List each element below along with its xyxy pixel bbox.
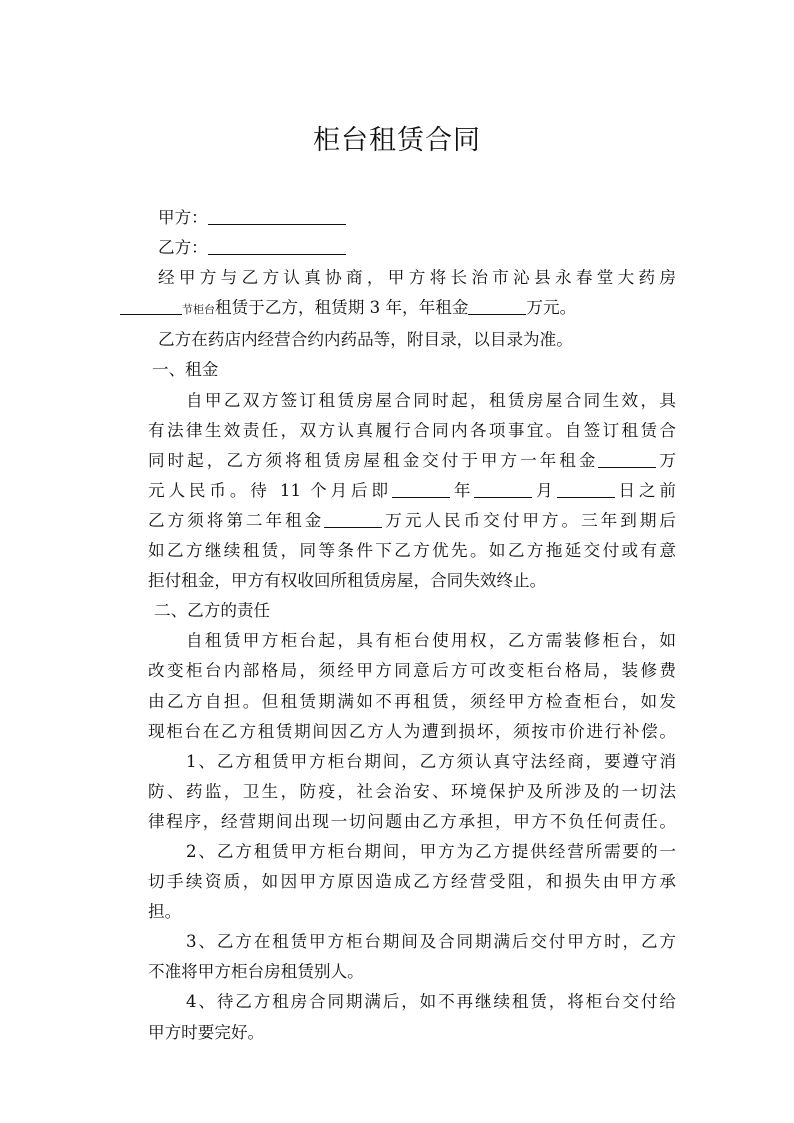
day-blank[interactable] xyxy=(557,479,615,498)
party-b-label: 乙方： xyxy=(158,238,208,258)
page-title: 柜台租赁合同 xyxy=(313,125,481,156)
party-a-blank[interactable] xyxy=(208,206,346,225)
section-1-heading: 一、租金 xyxy=(152,360,219,380)
intro-line-2-text-a: 租赁于乙方，租赁期 3 年，年租金 xyxy=(215,298,469,318)
party-a-line xyxy=(148,203,676,233)
intro-line-2 xyxy=(120,293,676,325)
item-2-line-2: 切手续资质，如因甲方原因造成乙方经营受阻，和损失由甲方承 xyxy=(148,872,676,892)
item-3-line-2: 不准将甲方柜台房租赁别人。 xyxy=(148,962,364,982)
section-1-line-6: 如乙方继续租赁，同等条件下乙方优先。如乙方拖延交付或有意 xyxy=(148,541,676,561)
section-2-line-3: 由乙方自担。但租赁期满如不再租赁，须经甲方检查柜台，如发 xyxy=(148,691,676,711)
item-4-line-1: 4、待乙方租房合同期满后，如不再继续租赁，将柜台交付给 xyxy=(186,992,676,1012)
first-year-rent-blank[interactable] xyxy=(598,449,656,468)
annual-rent-blank[interactable] xyxy=(468,296,526,315)
item-1-line-2: 防、药监，卫生，防疫，社会治安、环境保护及所涉及的一切法 xyxy=(148,781,676,801)
month-blank[interactable] xyxy=(474,479,532,498)
section-1-line-4: 元人民币。待 11 个月后即 年 月 日之前 xyxy=(148,480,676,500)
intro-line-3: 乙方在药店内经营合约内药品等，附目录，以目录为准。 xyxy=(158,330,573,350)
section-2-line-2: 改变柜台内部格局，须经甲方同意后方可改变柜台格局，装修费 xyxy=(148,661,676,681)
counter-section-blank[interactable] xyxy=(120,296,182,315)
party-b-line xyxy=(148,233,676,263)
item-4-line-2: 甲方时要完好。 xyxy=(148,1022,265,1042)
intro-line-1: 经甲方与乙方认真协商，甲方将长治市沁县永春堂大药房 xyxy=(158,268,676,288)
item-3-line-1: 3、乙方在租赁甲方柜台期间及合同期满后交付甲方时，乙方 xyxy=(186,932,676,952)
contract-body xyxy=(148,203,676,1048)
year-blank[interactable] xyxy=(392,479,450,498)
section-2-line-4: 现柜台在乙方租赁期间因乙方人为遭到损坏，须按市价进行补偿。 xyxy=(148,721,676,741)
section-1-line-5: 乙方须将第二年租金 万元人民币交付甲方。三年到期后 xyxy=(148,510,676,530)
intro-line-2-text-b: 万元。 xyxy=(526,298,577,318)
section-1-line-2: 有法律生效责任，双方认真履行合同内各项事宜。自签订租赁合 xyxy=(148,420,676,440)
item-1-line-3: 律程序，经营期间出现一切问题由乙方承担，甲方不负任何责任。 xyxy=(148,811,676,831)
party-b-blank[interactable] xyxy=(208,236,346,255)
party-a-label: 甲方： xyxy=(158,208,208,227)
section-2-line-1: 自租赁甲方柜台起，具有柜台使用权，乙方需装修柜台，如 xyxy=(186,631,676,651)
counter-section-label: 节柜台 xyxy=(182,303,215,317)
item-2-line-3: 担。 xyxy=(148,902,182,922)
section-2-heading: 二、乙方的责任 xyxy=(154,601,271,621)
second-year-rent-blank[interactable] xyxy=(324,509,382,528)
item-1-line-1: 1、乙方租赁甲方柜台期间，乙方须认真守法经商，要遵守消 xyxy=(186,751,676,771)
section-1-line-1: 自甲乙双方签订租赁房屋合同时起，租赁房屋合同生效，具 xyxy=(186,390,676,410)
section-1-line-3: 同时起，乙方须将租赁房屋租金交付于甲方一年租金 万 xyxy=(148,450,676,470)
item-2-line-1: 2、乙方租赁甲方柜台期间，甲方为乙方提供经营所需要的一 xyxy=(186,841,676,861)
section-1-line-7: 拒付租金，甲方有权收回所租赁房屋，合同失效终止。 xyxy=(148,571,547,591)
